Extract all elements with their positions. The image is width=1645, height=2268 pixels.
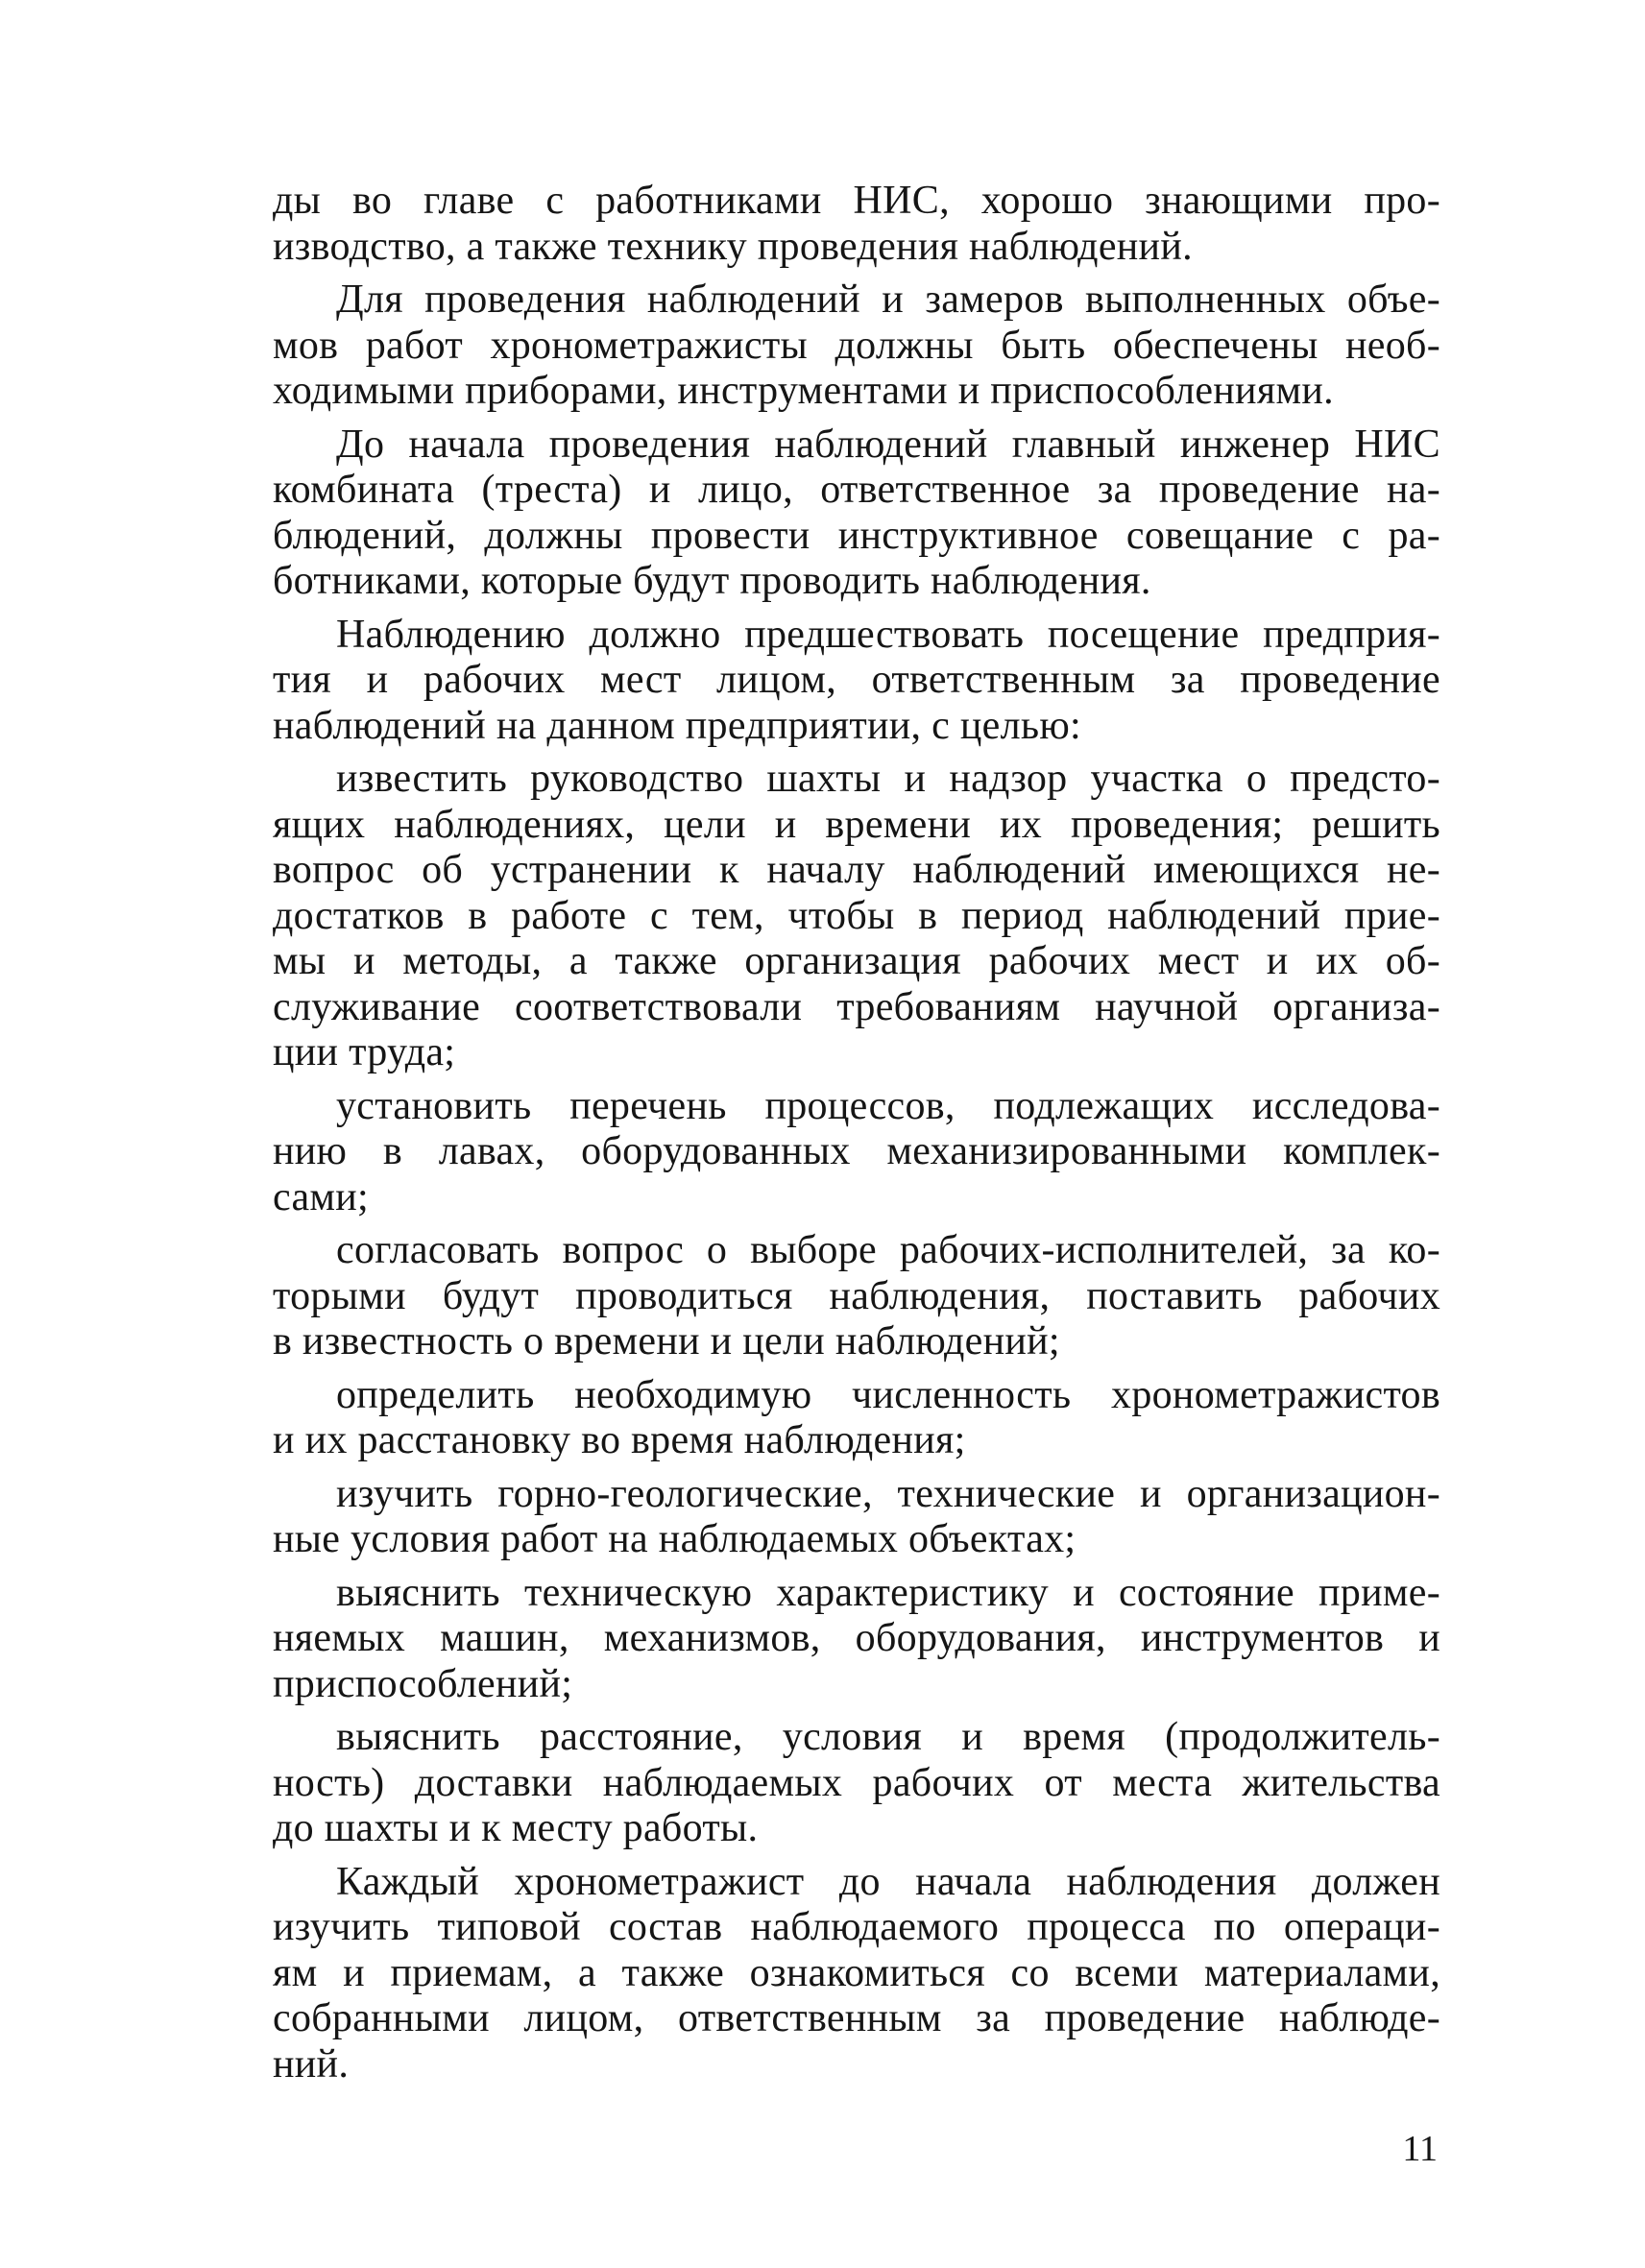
- text-line: Для проведения наблюдений и замеров выполненных объе-: [336, 277, 1440, 322]
- text-line: ящих наблюдениях, цели и времени их проведения; решить: [273, 802, 1440, 847]
- text-line: изучить типовой состав наблюдаемого процесса по операци-: [273, 1905, 1440, 1949]
- text-line: известить руководство шахты и надзор участка о предсто-: [336, 757, 1440, 801]
- paragraph: [209, 1373, 1440, 1464]
- paragraph: [209, 757, 1440, 1076]
- text-line: нию в лавах, оборудованных механизированными комплек-: [273, 1129, 1440, 1173]
- text-line: Наблюдению должно предшествовать посещение предприя-: [336, 612, 1440, 657]
- text-line: наблюдений на данном предприятии, с целью:: [273, 703, 1081, 748]
- text-line: ходимыми приборами, инструментами и приспособлениями.: [273, 369, 1334, 413]
- text-line: достатков в работе с тем, чтобы в период наблюдений прие-: [273, 893, 1440, 938]
- text-line: блюдений, должны провести инструктивное совещание с ра-: [273, 513, 1440, 558]
- text-line: собранными лицом, ответственным за проведение наблюде-: [273, 1996, 1440, 2040]
- text-line: ям и приемам, а также ознакомиться со всеми материалами,: [273, 1950, 1440, 1995]
- text-line: Каждый хронометражист до начала наблюдения должен: [336, 1859, 1440, 1904]
- text-line: торыми будут проводиться наблюдения, поставить рабочих: [273, 1273, 1440, 1318]
- paragraph: [209, 422, 1440, 605]
- paragraph: [209, 1084, 1440, 1221]
- text-line: ботниками, которые будут проводить наблюдения.: [273, 559, 1151, 603]
- text-line: тия и рабочих мест лицом, ответственным за проведение: [273, 658, 1440, 702]
- text-line: изучить горно-геологические, технические и организацион-: [336, 1471, 1440, 1516]
- paragraph: [209, 613, 1440, 750]
- text-line: мы и методы, а также организация рабочих мест и их об-: [273, 939, 1440, 983]
- text-line: До начала проведения наблюдений главный инженер НИС: [336, 422, 1440, 467]
- paragraph: [209, 1228, 1440, 1365]
- text-line: определить необходимую численность хронометражистов: [336, 1372, 1440, 1417]
- text-line: ний.: [273, 2041, 350, 2087]
- text-line: вопрос об устранении к началу наблюдений имеющихся не-: [273, 848, 1440, 892]
- text-line: выяснить расстояние, условия и время (продолжитель-: [336, 1715, 1440, 1759]
- text-line: ность) доставки наблюдаемых рабочих от места жительства: [273, 1760, 1440, 1805]
- text-line: и их расстановку во время наблюдения;: [273, 1418, 966, 1462]
- paragraph: [209, 179, 1440, 270]
- text-line: выяснить техническую характеристику и состояние приме-: [336, 1570, 1440, 1615]
- text-line: ции труда;: [273, 1030, 456, 1074]
- paragraph: [209, 277, 1440, 415]
- text-line: в известность о времени и цели наблюдений;: [273, 1319, 1060, 1363]
- paragraph: [209, 1715, 1440, 1852]
- paragraph: [209, 1571, 1440, 1708]
- text-line: сами;: [273, 1174, 370, 1219]
- text-line: изводство, а также технику проведения наблюдений.: [273, 224, 1193, 269]
- text-line: до шахты и к месту работы.: [273, 1806, 759, 1850]
- page-number: 11: [1402, 2129, 1438, 2169]
- text-line: мов работ хронометражисты должны быть обеспечены необ-: [273, 323, 1440, 368]
- paragraph: [209, 1472, 1440, 1563]
- text-line: комбината (треста) и лицо, ответственное за проведение на-: [273, 468, 1440, 512]
- body-text: [209, 179, 1440, 2095]
- text-line: приспособлений;: [273, 1661, 573, 1706]
- text-line: няемых машин, механизмов, оборудования, инструментов и: [273, 1616, 1440, 1660]
- text-line: согласовать вопрос о выборе рабочих-исполнителей, за ко-: [336, 1228, 1440, 1272]
- text-line: установить перечень процессов, подлежащих исследова-: [336, 1083, 1440, 1128]
- paragraph: [209, 1860, 1440, 2088]
- text-line: ды во главе с работниками НИС, хорошо знающими про-: [273, 179, 1440, 223]
- text-line: служивание соответствовали требованиям научной организа-: [273, 984, 1440, 1029]
- text-line: ные условия работ на наблюдаемых объектах;: [273, 1517, 1077, 1561]
